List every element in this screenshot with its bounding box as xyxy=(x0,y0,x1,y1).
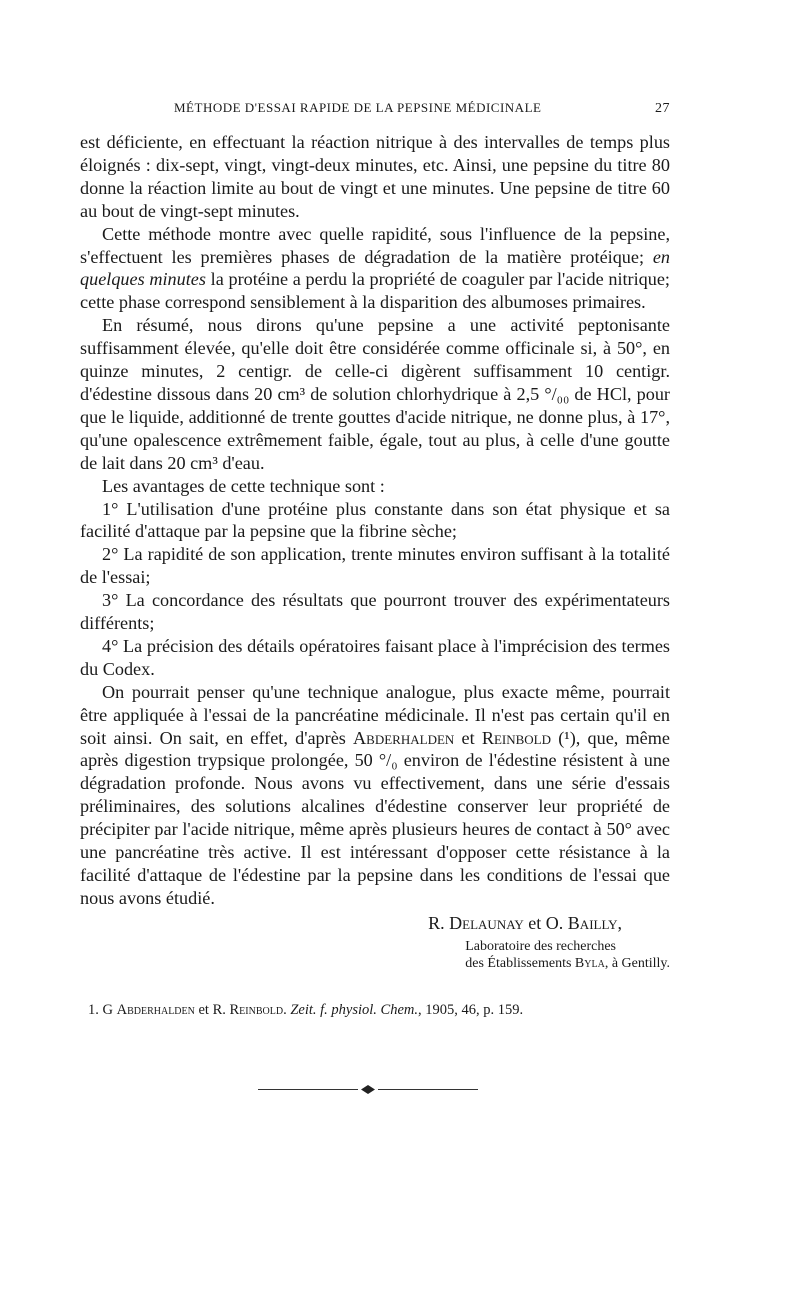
signature-initial-1: R. xyxy=(428,912,450,933)
paragraph-3: En résumé, nous dirons qu'une pepsine a une activité peptonisante suffisamment élevée, qu'elle doit être considérée comme officinale si, à 50°, en quinze minutes, 2 centigr. de celle-ci digèrent suffisamment 10 centigr. d'édestine dissous dans 20 cm³ de solution chlorhydrique à 2,5 °/₀₀ de HCl, pour que le liquide, additionné de trente gouttes d'acide nitrique, ne donne plus, à 17°, qu'une opalescence extrêmement faible, égale, tout au plus, à celle d'une goutte de lait dans 20 cm³ d'eau. xyxy=(80,315,670,473)
advantage-1: 1° L'utilisation d'une protéine plus constante dans son état physique et sa facilité d'attaque par la pepsine que la fibrine sèche; xyxy=(80,498,670,542)
running-head xyxy=(80,100,670,117)
diamond-ornament-icon xyxy=(361,1085,375,1094)
footnote-et: et R. xyxy=(194,1001,230,1018)
footnote-author-2: Reinbold xyxy=(229,1001,284,1018)
author-name-reinbold: Reinbold xyxy=(481,727,552,748)
signature-comma: , xyxy=(617,912,622,933)
signature xyxy=(80,912,670,934)
footnote-dot: . xyxy=(283,1001,291,1018)
running-title: MÉTHODE D'ESSAI RAPIDE DE LA PEPSINE MÉDICINALE xyxy=(174,100,542,115)
footnote xyxy=(80,1002,670,1019)
document-page xyxy=(80,100,670,1019)
end-ornament xyxy=(258,1085,478,1095)
paragraph-9-text-a: On pourrait penser qu'une technique analogue, plus exacte même, pourrait être appliquée à l'essai de la pancréatine médicinale. Il n'est pas certain qu'il en soit ainsi. On sait, en effet, d'après xyxy=(80,681,670,748)
paragraph-2-text-b: la protéine a perdu la propriété de coaguler par l'acide nitrique; cette phase correspond sensiblement à la disparition des albumoses primaires. xyxy=(80,269,670,313)
footnote-citation-rest: , 1905, 46, p. 159. xyxy=(418,1001,524,1018)
paragraph-9-et: et xyxy=(454,727,482,748)
signature-name-delaunay: Delaunay xyxy=(449,912,524,933)
advantage-4: 4° La précision des détails opératoires faisant place à l'imprécision des termes du Codex. xyxy=(80,635,670,679)
advantage-3: 3° La concordance des résultats que pourront trouver des expérimentateurs différents; xyxy=(80,590,670,634)
signature-et: et O. xyxy=(523,912,568,933)
affiliation-company-name: Byla xyxy=(574,955,605,971)
affiliation xyxy=(80,938,670,972)
paragraph-9-text-b: , que, même après digestion trypsique prolongée, 50 °/₀ environ de l'édestine résistent à une dégradation profonde. Nous avons vu effectivement, dans une série d'essais préliminaires, des solutions alcalines d'édestine conserver leur propriété de précipiter par l'acide nitrique, même après plusieurs heures de contact à 50° avec une pancréatine très active. Il est intéressant d'opposer cette résistance à la facilité d'attaque de l'édestine par la pepsine dans les conditions de l'essai que nous avons étudié. xyxy=(80,727,670,908)
advantage-2: 2° La rapidité de son application, trente minutes environ suffisant à la totalité de l'essai; xyxy=(80,544,670,588)
affiliation-line-2 xyxy=(80,955,670,972)
signature-name-bailly: Bailly xyxy=(567,912,618,933)
page-number: 27 xyxy=(655,101,670,116)
affiliation-line-2-b: , à Gentilly. xyxy=(604,955,670,971)
paragraph-1: est déficiente, en effectuant la réaction nitrique à des intervalles de temps plus éloignés : dix-sept, vingt, vingt-deux minutes, etc. Ainsi, une pepsine du titre 80 donne la réaction limite au bout de vingt et une minutes. Une pepsine de titre 60 au bout de vingt-sept minutes. xyxy=(80,132,670,221)
affiliation-line-1: Laboratoire des recherches xyxy=(465,938,616,954)
affiliation-line-2-a: des Établissements xyxy=(465,955,575,971)
ornament-left-rule xyxy=(258,1089,358,1090)
ornament-right-rule xyxy=(378,1089,478,1090)
footnote-journal: Zeit. f. physiol. Chem. xyxy=(290,1001,418,1018)
paragraph-2-italic: en quelques minutes xyxy=(80,246,670,290)
footnote-number: 1. G xyxy=(88,1001,117,1018)
paragraph-9 xyxy=(80,681,670,910)
paragraph-2-text-a: Cette méthode montre avec quelle rapidité, sous l'influence de la pepsine, s'effectuent les premières phases de dégradation de la matière protéique; xyxy=(80,223,670,267)
paragraph-4: Les avantages de cette technique sont : xyxy=(102,475,385,496)
author-name-abderhalden: Abderhalden xyxy=(353,727,455,748)
body-text xyxy=(80,131,670,910)
footnote-reference: (¹) xyxy=(551,727,576,748)
paragraph-2 xyxy=(80,223,670,315)
footnote-author-1: Abderhalden xyxy=(116,1001,195,1018)
